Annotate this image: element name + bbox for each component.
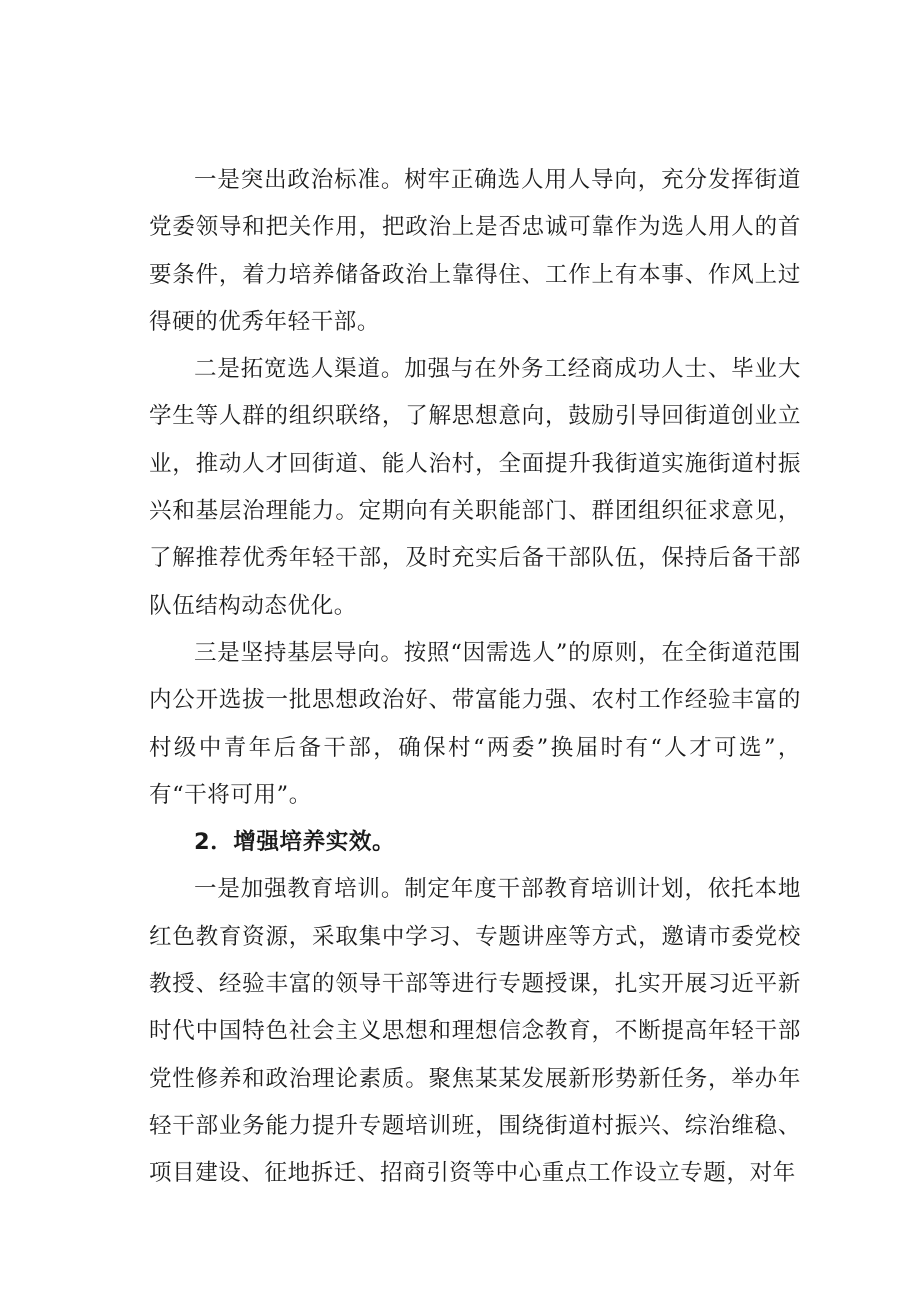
paragraph-grassroots-orientation: 三是坚持基层导向。按照“因需选人”的原则，在全街道范围内公开选拔一批思想政治好、带富能力强、农村工作经验丰富的村级中青年后备干部，确保村“两委”换届时有“人才可选”，有“干将可用”。 bbox=[149, 639, 801, 808]
paragraph-broaden-channels: 二是拓宽选人渠道。加强与在外务工经商成功人士、毕业大学生等人群的组织联络，了解思想意向，鼓励引导回街道创业立业，推动人才回街道、能人治村，全面提升我街道实施街道村振兴和基层治理能力。定期向有关职能部门、群团组织征求意见，了解推荐优秀年轻干部，及时充实后备干部队伍，保持后备干部队伍结构动态优化。 bbox=[149, 356, 801, 619]
paragraph-education-training: 一是加强教育培训。制定年度干部教育培训计划，依托本地红色教育资源，采取集中学习、专题讲座等方式，邀请市委党校教授、经验丰富的领导干部等进行专题授课，扎实开展习近平新时代中国特色社会主义思想和理想信念教育，不断提高年轻干部党性修养和政治理论素质。聚焦某某发展新形势新任务，举办年轻干部业务能力提升专题培训班，围绕街道村振兴、综治维稳、项目建设、征地拆迁、招商引资等中心重点工作设立专题，对年 bbox=[149, 876, 801, 1187]
document-body bbox=[149, 157, 801, 1198]
paragraph-political-standard: 一是突出政治标准。树牢正确选人用人导向，充分发挥街道党委领导和把关作用，把政治上是否忠诚可靠作为选人用人的首要条件，着力培养储备政治上靠得住、工作上有本事、作风上过得硬的优秀年轻干部。 bbox=[149, 167, 801, 335]
section-heading: 2．增强培养实效。 bbox=[194, 829, 396, 856]
